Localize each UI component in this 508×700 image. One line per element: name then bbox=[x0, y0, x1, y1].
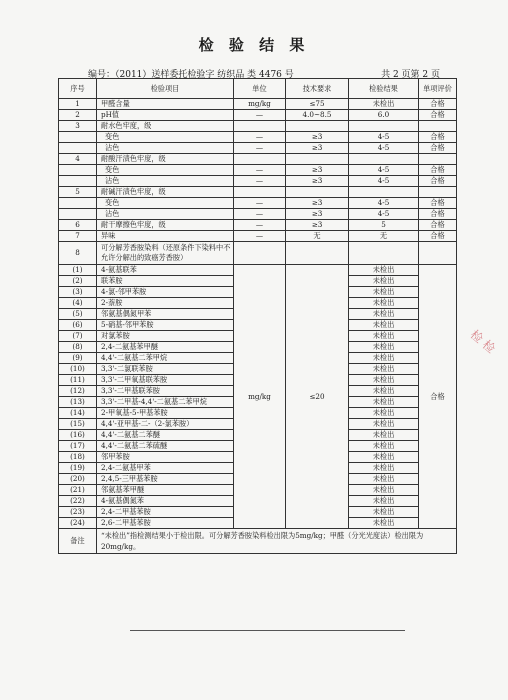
amine-evaluation: 合格 bbox=[419, 265, 457, 529]
row-no: 6 bbox=[59, 220, 97, 231]
row-requirement: ≥3 bbox=[286, 132, 349, 143]
amine-unit: mg/kg bbox=[234, 265, 286, 529]
row-no bbox=[59, 198, 97, 209]
row-evaluation bbox=[419, 187, 457, 198]
row-unit bbox=[234, 154, 286, 165]
row-requirement: ≥3 bbox=[286, 165, 349, 176]
row-result: 4-5 bbox=[349, 132, 419, 143]
row-result: 无 bbox=[349, 231, 419, 242]
row-result: 5 bbox=[349, 220, 419, 231]
row-result bbox=[349, 154, 419, 165]
row-evaluation: 合格 bbox=[419, 165, 457, 176]
row-requirement bbox=[286, 121, 349, 132]
amine-name: 邻甲苯胺 bbox=[97, 452, 234, 463]
row-requirement: ≥3 bbox=[286, 143, 349, 154]
amine-result: 未检出 bbox=[349, 408, 419, 419]
row-item: pH值 bbox=[97, 110, 234, 121]
row-unit: — bbox=[234, 231, 286, 242]
row-item: 变色 bbox=[97, 198, 234, 209]
row-result bbox=[349, 121, 419, 132]
row-result: 4-5 bbox=[349, 209, 419, 220]
row-evaluation: 合格 bbox=[419, 143, 457, 154]
row-unit: — bbox=[234, 220, 286, 231]
row-no: 7 bbox=[59, 231, 97, 242]
amine-result: 未检出 bbox=[349, 474, 419, 485]
amine-no: (14) bbox=[59, 408, 97, 419]
amine-result: 未检出 bbox=[349, 518, 419, 529]
table-header-row bbox=[59, 79, 457, 99]
row-unit: — bbox=[234, 110, 286, 121]
header-result: 检验结果 bbox=[349, 79, 419, 99]
amine-no: (12) bbox=[59, 386, 97, 397]
amine-result: 未检出 bbox=[349, 353, 419, 364]
amine-name: 2-甲氧基-5-甲基苯胺 bbox=[97, 408, 234, 419]
amine-result: 未检出 bbox=[349, 496, 419, 507]
amine-no: (19) bbox=[59, 463, 97, 474]
amine-result: 未检出 bbox=[349, 276, 419, 287]
amine-result: 未检出 bbox=[349, 463, 419, 474]
row-evaluation: 合格 bbox=[419, 132, 457, 143]
row-requirement bbox=[286, 154, 349, 165]
row-unit bbox=[234, 187, 286, 198]
amine-no: (6) bbox=[59, 320, 97, 331]
header-evaluation: 单项评价 bbox=[419, 79, 457, 99]
results-table bbox=[58, 78, 457, 554]
amine-result: 未检出 bbox=[349, 419, 419, 430]
row-item: 变色 bbox=[97, 132, 234, 143]
row-evaluation bbox=[419, 121, 457, 132]
table-row bbox=[59, 154, 457, 165]
amine-name: 3,3'-二甲基联苯胺 bbox=[97, 386, 234, 397]
table-row bbox=[59, 231, 457, 242]
table-row bbox=[59, 99, 457, 110]
row-requirement bbox=[286, 242, 349, 265]
row-result: 4-5 bbox=[349, 198, 419, 209]
remark-label: 备注 bbox=[59, 529, 97, 554]
row-requirement: 4.0~8.5 bbox=[286, 110, 349, 121]
row-result: 4-5 bbox=[349, 165, 419, 176]
row-unit bbox=[234, 121, 286, 132]
amine-no: (4) bbox=[59, 298, 97, 309]
row-evaluation bbox=[419, 154, 457, 165]
table-row bbox=[59, 165, 457, 176]
amine-name: 4,4'-二氨基二苯甲烷 bbox=[97, 353, 234, 364]
amine-name: 邻氨基偶氮甲苯 bbox=[97, 309, 234, 320]
amine-result: 未检出 bbox=[349, 452, 419, 463]
table-row bbox=[59, 187, 457, 198]
amine-no: (18) bbox=[59, 452, 97, 463]
row-no: 3 bbox=[59, 121, 97, 132]
row-result: 4-5 bbox=[349, 176, 419, 187]
amine-no: (24) bbox=[59, 518, 97, 529]
row-no bbox=[59, 143, 97, 154]
amine-result: 未检出 bbox=[349, 397, 419, 408]
amine-no: (16) bbox=[59, 430, 97, 441]
table-row bbox=[59, 198, 457, 209]
amine-name: 3,3'-二甲基-4,4'-二氨基二苯甲烷 bbox=[97, 397, 234, 408]
amine-no: (13) bbox=[59, 397, 97, 408]
row-unit: — bbox=[234, 143, 286, 154]
amine-no: (5) bbox=[59, 309, 97, 320]
amine-no: (21) bbox=[59, 485, 97, 496]
row-unit: — bbox=[234, 209, 286, 220]
row-requirement: ≥3 bbox=[286, 176, 349, 187]
amine-no: (22) bbox=[59, 496, 97, 507]
amine-result: 未检出 bbox=[349, 386, 419, 397]
amine-result: 未检出 bbox=[349, 364, 419, 375]
table-row-dye bbox=[59, 242, 457, 265]
amine-no: (2) bbox=[59, 276, 97, 287]
amine-result: 未检出 bbox=[349, 507, 419, 518]
row-item: 沾色 bbox=[97, 143, 234, 154]
row-result bbox=[349, 242, 419, 265]
stamp-fragment: 检 检 bbox=[467, 327, 498, 356]
table-row bbox=[59, 121, 457, 132]
amine-name: 2,4,5-三甲基苯胺 bbox=[97, 474, 234, 485]
amine-result: 未检出 bbox=[349, 430, 419, 441]
row-unit: mg/kg bbox=[234, 99, 286, 110]
row-result: 4-5 bbox=[349, 143, 419, 154]
amine-result: 未检出 bbox=[349, 265, 419, 276]
row-no bbox=[59, 165, 97, 176]
amine-no: (3) bbox=[59, 287, 97, 298]
row-evaluation bbox=[419, 242, 457, 265]
row-no bbox=[59, 176, 97, 187]
amine-name: 4,4'-亚甲基-二-（2-氯苯胺） bbox=[97, 419, 234, 430]
row-evaluation: 合格 bbox=[419, 198, 457, 209]
remark-text: “未检出”指检测结果小于检出限。可分解芳香胺染料检出限为5mg/kg；甲醛（分光光度法）检出限为20mg/kg。 bbox=[97, 529, 457, 554]
row-evaluation: 合格 bbox=[419, 231, 457, 242]
amine-no: (20) bbox=[59, 474, 97, 485]
amine-result: 未检出 bbox=[349, 309, 419, 320]
header-requirement: 技术要求 bbox=[286, 79, 349, 99]
table-row bbox=[59, 176, 457, 187]
amine-result: 未检出 bbox=[349, 342, 419, 353]
row-no: 5 bbox=[59, 187, 97, 198]
row-requirement: 无 bbox=[286, 231, 349, 242]
row-evaluation: 合格 bbox=[419, 110, 457, 121]
amine-name: 邻氨基苯甲醚 bbox=[97, 485, 234, 496]
row-unit: — bbox=[234, 176, 286, 187]
amine-name: 3,3'-二氯联苯胺 bbox=[97, 364, 234, 375]
amine-name: 联苯胺 bbox=[97, 276, 234, 287]
row-result: 未检出 bbox=[349, 99, 419, 110]
row-unit: — bbox=[234, 165, 286, 176]
amine-no: (11) bbox=[59, 375, 97, 386]
row-item: 沾色 bbox=[97, 176, 234, 187]
amine-row bbox=[59, 265, 457, 276]
document-number: 编号：（2011）送样委托检验字 纺织品 类 4476 号 bbox=[88, 70, 294, 80]
amine-no: (7) bbox=[59, 331, 97, 342]
row-item: 异味 bbox=[97, 231, 234, 242]
row-item: 耐碱汗渍色牢度，级 bbox=[97, 187, 234, 198]
amine-result: 未检出 bbox=[349, 441, 419, 452]
amine-no: (1) bbox=[59, 265, 97, 276]
row-item: 甲醛含量 bbox=[97, 99, 234, 110]
row-item: 沾色 bbox=[97, 209, 234, 220]
row-requirement: ≥3 bbox=[286, 198, 349, 209]
amine-no: (8) bbox=[59, 342, 97, 353]
row-requirement bbox=[286, 187, 349, 198]
row-unit: — bbox=[234, 198, 286, 209]
amine-name: 4-氯-邻甲苯胺 bbox=[97, 287, 234, 298]
amine-name: 4,4'-二氨基二苯醚 bbox=[97, 430, 234, 441]
amine-no: (10) bbox=[59, 364, 97, 375]
amine-name: 2,4-二氨基甲苯 bbox=[97, 463, 234, 474]
row-result bbox=[349, 187, 419, 198]
row-unit bbox=[234, 242, 286, 265]
amine-name: 2,6-二甲基苯胺 bbox=[97, 518, 234, 529]
amine-result: 未检出 bbox=[349, 485, 419, 496]
bottom-rule bbox=[130, 630, 405, 631]
row-item: 变色 bbox=[97, 165, 234, 176]
row-requirement: ≥3 bbox=[286, 220, 349, 231]
amine-name: 4-氨基偶氮苯 bbox=[97, 496, 234, 507]
table-row bbox=[59, 110, 457, 121]
row-evaluation: 合格 bbox=[419, 209, 457, 220]
table-row bbox=[59, 143, 457, 154]
row-no: 2 bbox=[59, 110, 97, 121]
row-item: 耐酸汗渍色牢度，级 bbox=[97, 154, 234, 165]
row-result: 6.0 bbox=[349, 110, 419, 121]
row-no: 4 bbox=[59, 154, 97, 165]
page-title: 检 验 结 果 bbox=[198, 36, 310, 54]
amine-no: (17) bbox=[59, 441, 97, 452]
remark-row bbox=[59, 529, 457, 554]
table-row bbox=[59, 220, 457, 231]
amine-name: 2-萘胺 bbox=[97, 298, 234, 309]
row-no bbox=[59, 209, 97, 220]
table-row bbox=[59, 209, 457, 220]
amine-no: (9) bbox=[59, 353, 97, 364]
header-no: 序号 bbox=[59, 79, 97, 99]
amine-name: 2,4-二甲基苯胺 bbox=[97, 507, 234, 518]
page-indicator: 共 2 页第 2 页 bbox=[381, 70, 440, 80]
row-requirement: ≤75 bbox=[286, 99, 349, 110]
amine-name: 3,3'-二甲氧基联苯胺 bbox=[97, 375, 234, 386]
row-no bbox=[59, 132, 97, 143]
row-item: 可分解芳香胺染料（还原条件下染料中不允许分解出的致癌芳香胺） bbox=[97, 242, 234, 265]
amine-no: (23) bbox=[59, 507, 97, 518]
amine-name: 2,4-二氨基苯甲醚 bbox=[97, 342, 234, 353]
amine-name: 对氯苯胺 bbox=[97, 331, 234, 342]
amine-result: 未检出 bbox=[349, 298, 419, 309]
row-unit: — bbox=[234, 132, 286, 143]
row-requirement: ≥3 bbox=[286, 209, 349, 220]
row-no: 8 bbox=[59, 242, 97, 265]
row-evaluation: 合格 bbox=[419, 220, 457, 231]
amine-no: (15) bbox=[59, 419, 97, 430]
header-item: 检验项目 bbox=[97, 79, 234, 99]
row-item: 耐水色牢度，级 bbox=[97, 121, 234, 132]
table-row bbox=[59, 132, 457, 143]
amine-name: 4,4'-二氨基二苯硫醚 bbox=[97, 441, 234, 452]
amine-name: 5-硝基-邻甲苯胺 bbox=[97, 320, 234, 331]
row-evaluation: 合格 bbox=[419, 99, 457, 110]
row-evaluation: 合格 bbox=[419, 176, 457, 187]
row-item: 耐干摩擦色牢度，级 bbox=[97, 220, 234, 231]
amine-requirement: ≤20 bbox=[286, 265, 349, 529]
amine-name: 4-氨基联苯 bbox=[97, 265, 234, 276]
amine-result: 未检出 bbox=[349, 320, 419, 331]
header-unit: 单位 bbox=[234, 79, 286, 99]
amine-result: 未检出 bbox=[349, 375, 419, 386]
amine-result: 未检出 bbox=[349, 331, 419, 342]
amine-result: 未检出 bbox=[349, 287, 419, 298]
row-no: 1 bbox=[59, 99, 97, 110]
